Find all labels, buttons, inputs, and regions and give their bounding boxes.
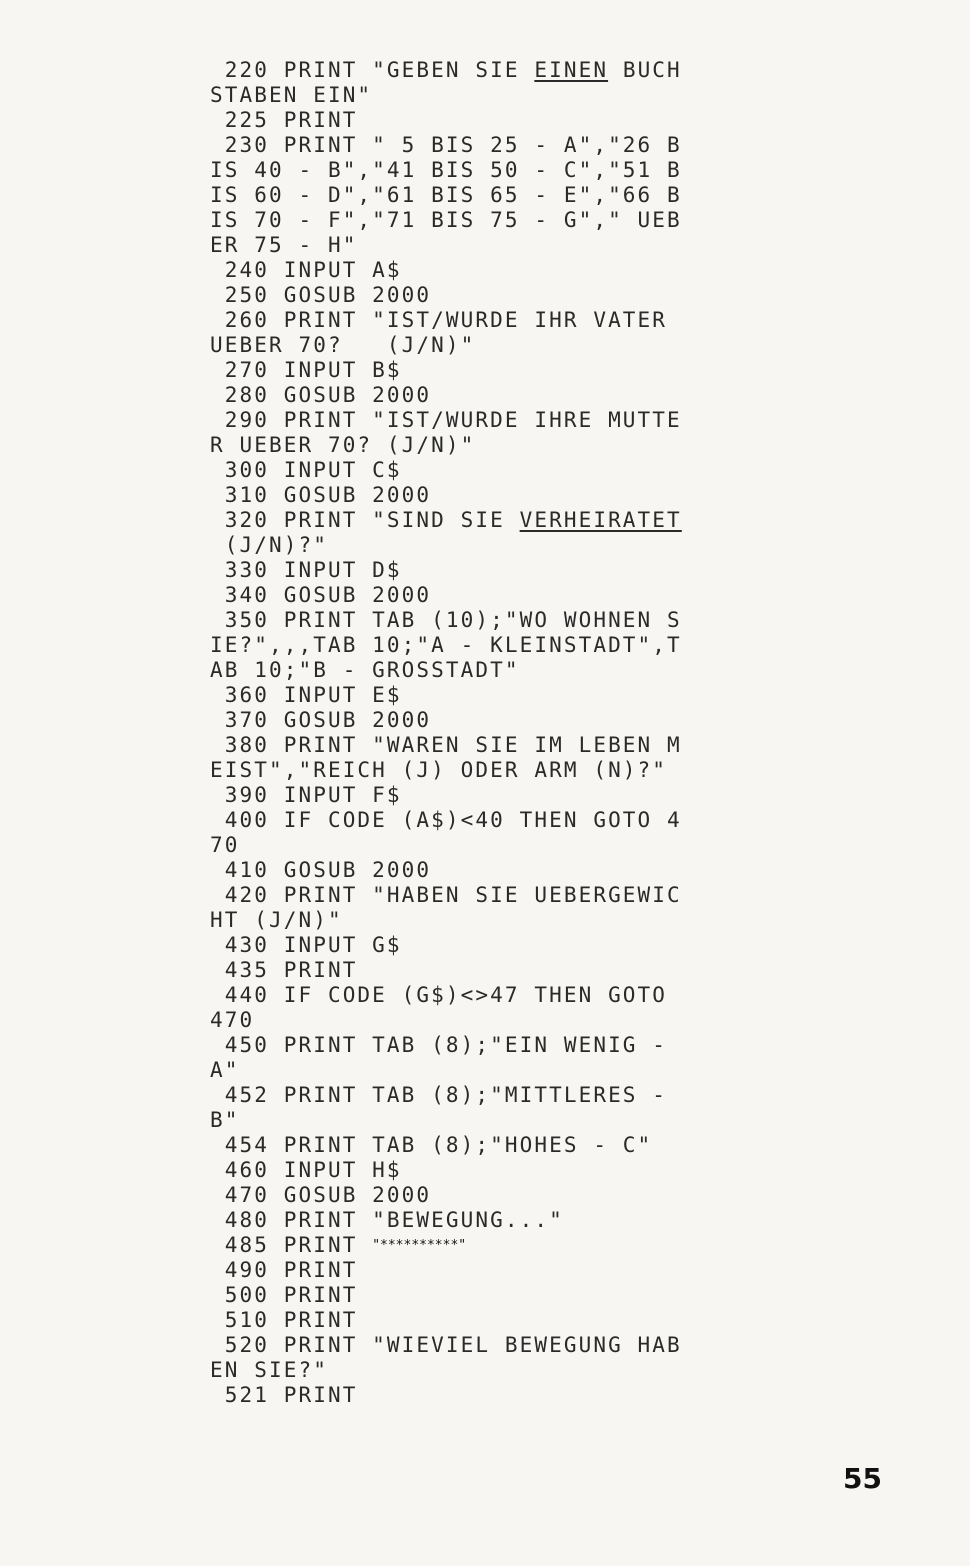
code-line bbox=[210, 183, 710, 208]
code-line bbox=[210, 1233, 710, 1258]
code-text: 520 PRINT "WIEVIEL BEWEGUNG HAB bbox=[210, 1333, 682, 1357]
code-line bbox=[210, 458, 710, 483]
code-line bbox=[210, 208, 710, 233]
code-text: EN SIE?" bbox=[210, 1358, 328, 1382]
code-text: 410 GOSUB 2000 bbox=[210, 858, 432, 882]
code-text: 390 INPUT F$ bbox=[210, 783, 402, 807]
code-text: IS 60 - D","61 BIS 65 - E","66 B bbox=[210, 183, 682, 207]
basic-program-listing bbox=[210, 58, 710, 1408]
code-text: 360 INPUT E$ bbox=[210, 683, 402, 707]
code-line bbox=[210, 1208, 710, 1233]
code-text: HT (J/N)" bbox=[210, 908, 343, 932]
code-line bbox=[210, 483, 710, 508]
code-line bbox=[210, 1108, 710, 1133]
code-line bbox=[210, 683, 710, 708]
code-line bbox=[210, 1008, 710, 1033]
code-text: 330 INPUT D$ bbox=[210, 558, 402, 582]
code-line bbox=[210, 1133, 710, 1158]
code-text: 510 PRINT bbox=[210, 1308, 358, 1332]
code-text: 470 GOSUB 2000 bbox=[210, 1183, 432, 1207]
code-line bbox=[210, 283, 710, 308]
code-text: 420 PRINT "HABEN SIE UEBERGEWIC bbox=[210, 883, 682, 907]
code-line bbox=[210, 133, 710, 158]
code-text: 435 PRINT bbox=[210, 958, 358, 982]
code-text: 230 PRINT " 5 BIS 25 - A","26 B bbox=[210, 133, 682, 157]
code-line bbox=[210, 58, 710, 83]
code-line bbox=[210, 1183, 710, 1208]
code-line bbox=[210, 558, 710, 583]
code-text: IE?",,,TAB 10;"A - KLEINSTADT",T bbox=[210, 633, 682, 657]
code-text: 280 GOSUB 2000 bbox=[210, 383, 432, 407]
code-text: 310 GOSUB 2000 bbox=[210, 483, 432, 507]
code-line bbox=[210, 83, 710, 108]
code-line bbox=[210, 908, 710, 933]
underlined-word: VERHEIRATET bbox=[519, 508, 682, 532]
code-line bbox=[210, 258, 710, 283]
underlined-word: EINEN bbox=[534, 58, 609, 82]
code-text: 270 INPUT B$ bbox=[210, 358, 402, 382]
code-line bbox=[210, 858, 710, 883]
code-text: AB 10;"B - GROSSTADT" bbox=[210, 658, 520, 682]
code-text: 400 IF CODE (A$)<40 THEN GOTO 4 bbox=[210, 808, 682, 832]
code-text: B" bbox=[210, 1108, 240, 1132]
code-text: 454 PRINT TAB (8);"HOHES - C" bbox=[210, 1133, 653, 1157]
code-line bbox=[210, 108, 710, 133]
code-text: BUCH bbox=[608, 58, 682, 82]
code-text: 500 PRINT bbox=[210, 1283, 358, 1307]
code-text: 370 GOSUB 2000 bbox=[210, 708, 432, 732]
code-line bbox=[210, 408, 710, 433]
code-line bbox=[210, 433, 710, 458]
code-text: 521 PRINT bbox=[210, 1383, 358, 1407]
code-text: EIST","REICH (J) ODER ARM (N)?" bbox=[210, 758, 668, 782]
page-number: 55 bbox=[843, 1462, 882, 1495]
code-line bbox=[210, 1033, 710, 1058]
code-text: 250 GOSUB 2000 bbox=[210, 283, 432, 307]
code-text: 480 PRINT "BEWEGUNG..." bbox=[210, 1208, 564, 1232]
code-line bbox=[210, 708, 710, 733]
code-line bbox=[210, 1058, 710, 1083]
code-text: 440 IF CODE (G$)<>47 THEN GOTO bbox=[210, 983, 668, 1007]
code-line bbox=[210, 608, 710, 633]
code-line bbox=[210, 1308, 710, 1333]
code-line bbox=[210, 1358, 710, 1383]
code-text: 220 PRINT "GEBEN SIE bbox=[210, 58, 535, 82]
code-line bbox=[210, 1158, 710, 1183]
code-line bbox=[210, 308, 710, 333]
code-text: 460 INPUT H$ bbox=[210, 1158, 402, 1182]
code-text: 452 PRINT TAB (8);"MITTLERES - bbox=[210, 1083, 668, 1107]
code-text: 240 INPUT A$ bbox=[210, 258, 402, 282]
code-text: 450 PRINT TAB (8);"EIN WENIG - bbox=[210, 1033, 668, 1057]
code-line bbox=[210, 1083, 710, 1108]
code-text: 260 PRINT "IST/WURDE IHR VATER bbox=[210, 308, 668, 332]
code-line bbox=[210, 1383, 710, 1408]
code-text: 225 PRINT bbox=[210, 108, 358, 132]
code-line bbox=[210, 758, 710, 783]
code-text: (J/N)?" bbox=[210, 533, 328, 557]
code-text: 340 GOSUB 2000 bbox=[210, 583, 432, 607]
code-line bbox=[210, 358, 710, 383]
code-text: 300 INPUT C$ bbox=[210, 458, 402, 482]
code-line bbox=[210, 958, 710, 983]
code-text: 350 PRINT TAB (10);"WO WOHNEN S bbox=[210, 608, 682, 632]
code-text: 320 PRINT "SIND SIE bbox=[210, 508, 520, 532]
code-line bbox=[210, 633, 710, 658]
code-line bbox=[210, 883, 710, 908]
code-line bbox=[210, 833, 710, 858]
code-line bbox=[210, 1283, 710, 1308]
code-text: UEBER 70? (J/N)" bbox=[210, 333, 476, 357]
code-text: 290 PRINT "IST/WURDE IHRE MUTTE bbox=[210, 408, 682, 432]
code-text: 70 bbox=[210, 833, 240, 857]
code-line bbox=[210, 158, 710, 183]
code-line bbox=[210, 1333, 710, 1358]
code-text: 470 bbox=[210, 1008, 255, 1032]
code-line bbox=[210, 233, 710, 258]
code-line bbox=[210, 333, 710, 358]
code-text: A" bbox=[210, 1058, 240, 1082]
code-text: IS 70 - F","71 BIS 75 - G"," UEB bbox=[210, 208, 682, 232]
code-text: 485 PRINT bbox=[210, 1233, 373, 1257]
code-line bbox=[210, 783, 710, 808]
code-line bbox=[210, 1258, 710, 1283]
code-line bbox=[210, 733, 710, 758]
code-line bbox=[210, 583, 710, 608]
code-line bbox=[210, 808, 710, 833]
code-line bbox=[210, 933, 710, 958]
code-text: ER 75 - H" bbox=[210, 233, 358, 257]
code-text: STABEN EIN" bbox=[210, 83, 373, 107]
code-text: 380 PRINT "WAREN SIE IM LEBEN M bbox=[210, 733, 682, 757]
code-line bbox=[210, 383, 710, 408]
star-string: "**********" bbox=[372, 1238, 467, 1253]
code-text: IS 40 - B","41 BIS 50 - C","51 B bbox=[210, 158, 682, 182]
code-line bbox=[210, 983, 710, 1008]
code-line bbox=[210, 533, 710, 558]
code-text: 430 INPUT G$ bbox=[210, 933, 402, 957]
code-line bbox=[210, 658, 710, 683]
code-text: R UEBER 70? (J/N)" bbox=[210, 433, 476, 457]
code-line bbox=[210, 508, 710, 533]
code-text: 490 PRINT bbox=[210, 1258, 358, 1282]
